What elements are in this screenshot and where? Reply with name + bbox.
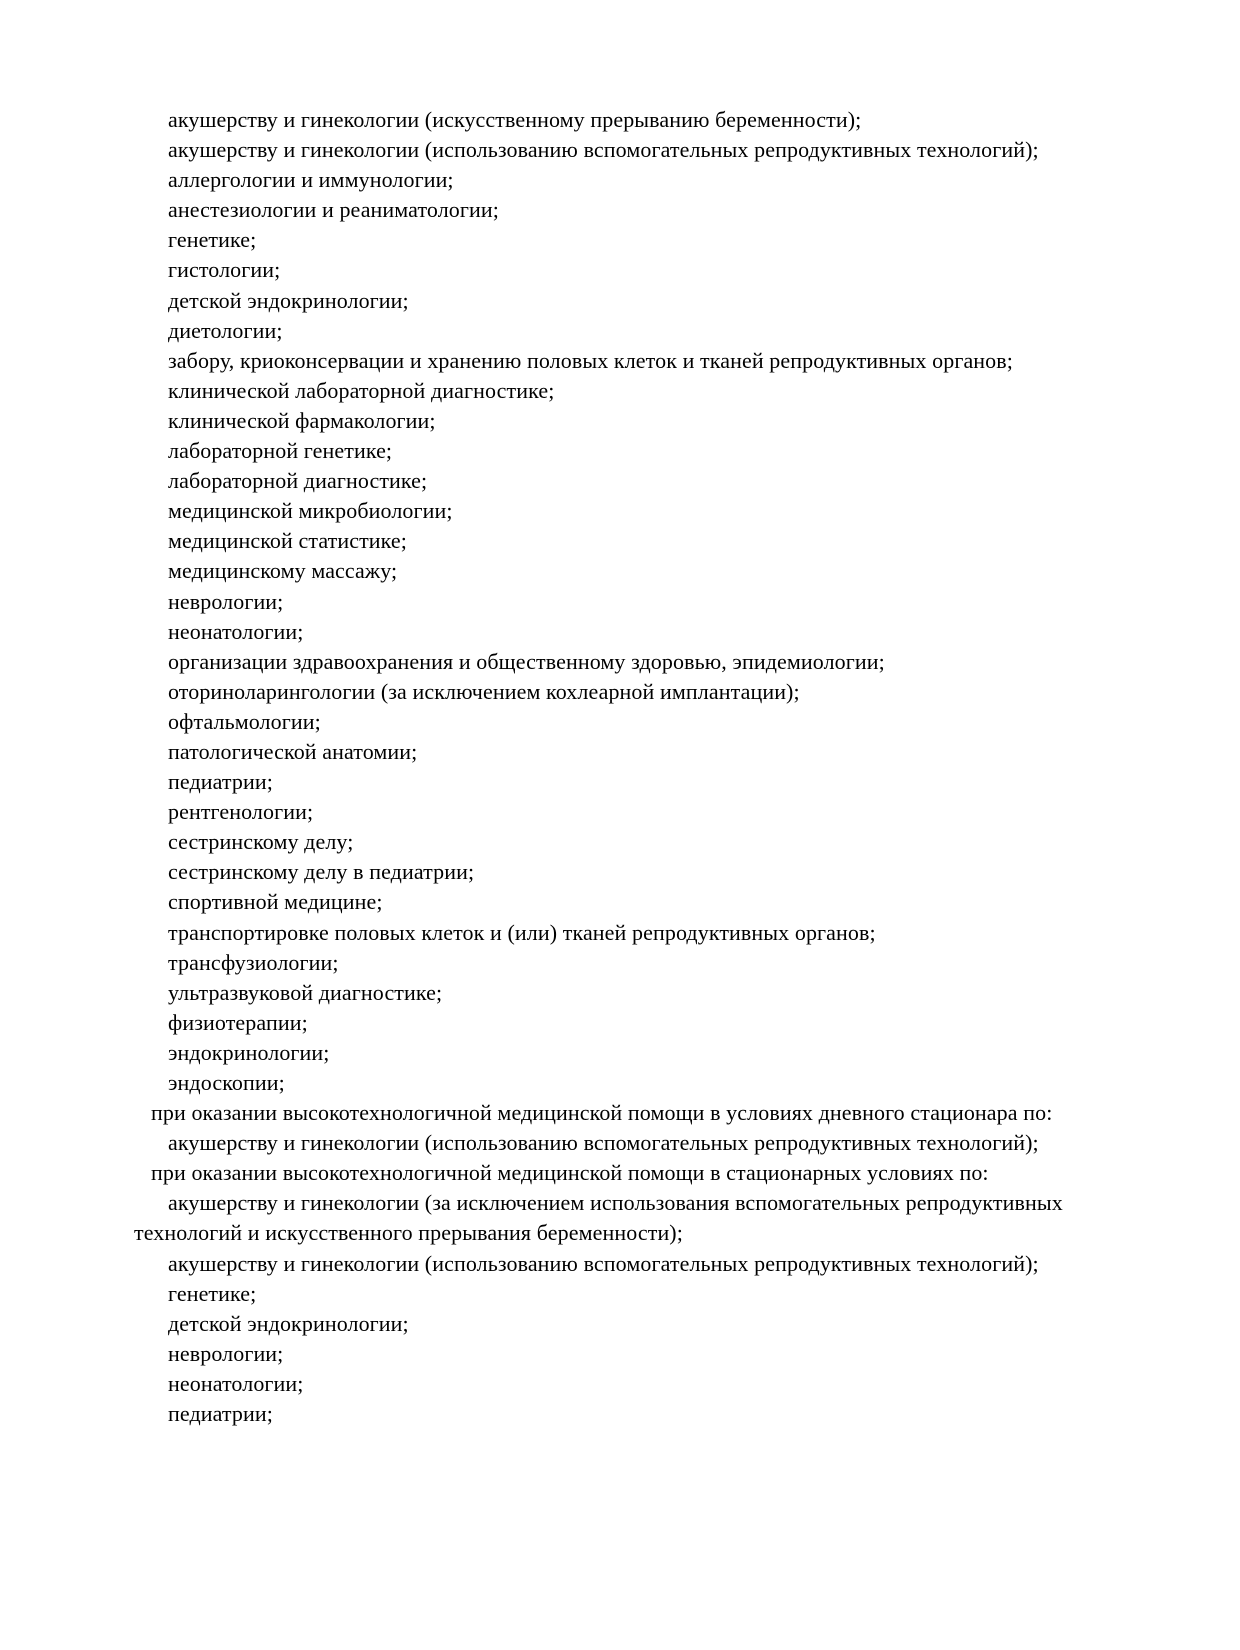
text-line: сестринскому делу в педиатрии; (168, 859, 475, 885)
text-line: эндоскопии; (168, 1070, 285, 1095)
text-line: педиатрии; (168, 1401, 273, 1427)
text-line: неврологии; (168, 588, 284, 614)
text-line: клинической фармакологии; (168, 407, 436, 433)
text-line: гистологии; (168, 257, 281, 283)
text-line: акушерству и гинекологии (использованию вспомогательных репродуктивных технологий); (168, 1250, 1039, 1276)
text-line: неонатологии; (168, 1370, 304, 1396)
text-line: акушерству и гинекологии (искусственному прерыванию беременности); (168, 107, 862, 132)
text-line: при оказании высокотехнологичной медицинской помощи в стационарных условиях по: (151, 1160, 989, 1186)
text-line: педиатрии; (168, 769, 273, 795)
text-line: генетике; (168, 227, 257, 253)
text-line: медицинской статистике; (168, 528, 407, 554)
text-line: оториноларингологии (за исключением кохлеарной имплантации); (168, 678, 800, 704)
text-line: офтальмологии; (168, 708, 321, 734)
text-line: детской эндокринологии; (168, 1310, 409, 1336)
text-line: рентгенологии; (168, 799, 314, 825)
text-line: сестринскому делу; (168, 829, 354, 855)
text-line: физиотерапии; (168, 1009, 308, 1035)
text-line: акушерству и гинекологии (использованию вспомогательных репродуктивных технологий); (168, 137, 1039, 163)
text-line: клинической лабораторной диагностике; (168, 377, 555, 403)
text-line: организации здравоохранения и общественному здоровью, эпидемиологии; (168, 648, 885, 674)
text-line: патологической анатомии; (168, 738, 418, 764)
text-line: диетологии; (168, 317, 283, 343)
text-line: анестезиологии и реаниматологии; (168, 197, 499, 223)
text-line: лабораторной генетике; (168, 438, 393, 464)
text-line: акушерству и гинекологии (использованию вспомогательных репродуктивных технологий); (168, 1130, 1039, 1156)
text-line: аллергологии и иммунологии; (168, 167, 454, 193)
text-line: при оказании высокотехнологичной медицинской помощи в условиях дневного стационара по: (151, 1100, 1053, 1126)
text-line: забору, криоконсервации и хранению половых клеток и тканей репродуктивных органов; (168, 347, 1013, 373)
text-line: лабораторной диагностике; (168, 468, 428, 494)
text-line: транспортировке половых клеток и (или) тканей репродуктивных органов; (168, 919, 876, 945)
text-line: неонатологии; (168, 618, 304, 644)
text-line: ультразвуковой диагностике; (168, 979, 443, 1005)
text-line: технологий и искусственного прерывания беременности); (134, 1220, 683, 1246)
text-line: неврологии; (168, 1340, 284, 1366)
text-line: медицинскому массажу; (168, 558, 398, 584)
text-line: спортивной медицине; (168, 889, 383, 915)
text-line: детской эндокринологии; (168, 287, 409, 313)
license-activities-list (134, 105, 1234, 1429)
text-line: эндокринологии; (168, 1039, 330, 1065)
text-line: медицинской микробиологии; (168, 498, 453, 524)
text-line: трансфузиологии; (168, 949, 339, 975)
text-line: генетике; (168, 1280, 257, 1306)
text-line: акушерству и гинекологии (за исключением использования вспомогательных репродуктивных (168, 1190, 1063, 1216)
